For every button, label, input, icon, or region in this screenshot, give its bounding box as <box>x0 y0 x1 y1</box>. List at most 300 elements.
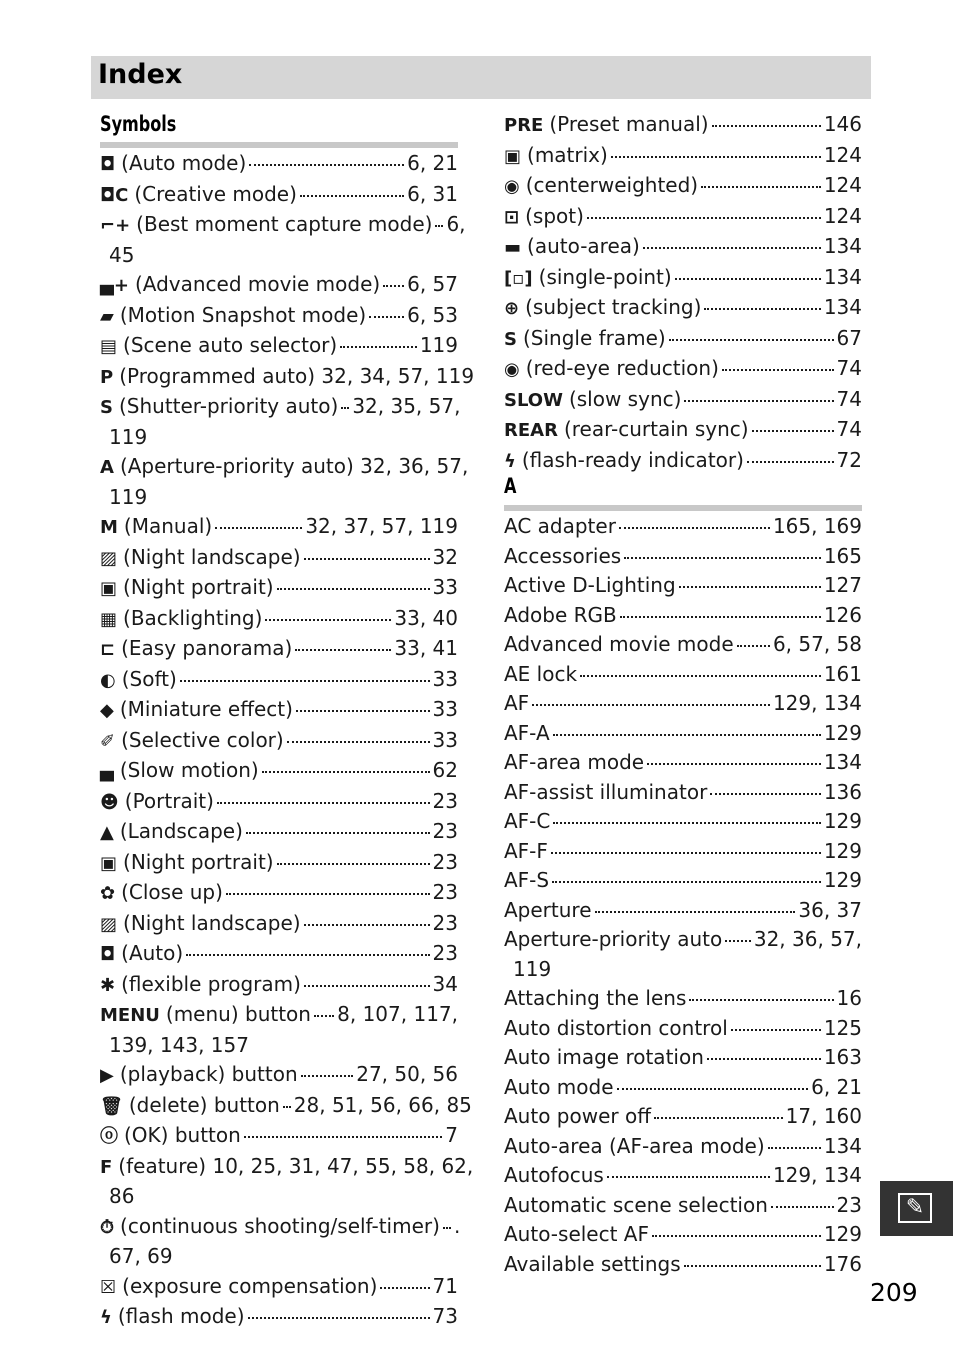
index-entry <box>504 110 862 141</box>
mode-symbol-icon: ◘C <box>100 184 129 206</box>
entry-label <box>504 1102 651 1132</box>
mode-symbol-icon: P <box>100 366 114 388</box>
entry-label <box>100 392 338 423</box>
dot-leader <box>595 910 796 913</box>
index-entry <box>100 1272 458 1303</box>
dot-leader <box>722 368 834 371</box>
dot-leader <box>553 733 821 736</box>
entry-text: (flash mode) <box>117 1304 245 1328</box>
entry-pages[interactable]: 136 <box>823 779 862 804</box>
mode-symbol-icon: S <box>100 397 113 418</box>
entry-label <box>504 807 550 837</box>
entry-pages[interactable]: 129 <box>823 720 862 745</box>
entry-pages[interactable]: 146 <box>823 112 862 136</box>
mode-symbol-icon: ▶ <box>100 1065 114 1086</box>
entry-pages[interactable]: 124 <box>823 173 862 197</box>
entry-label <box>504 1220 649 1250</box>
entry-pages[interactable]: 72 <box>836 447 862 472</box>
dot-leader <box>647 762 821 765</box>
index-entry <box>504 385 862 416</box>
index-entry <box>504 837 862 867</box>
dot-leader <box>340 345 417 348</box>
mode-symbol-icon: MENU <box>100 1005 160 1026</box>
chapter-tab[interactable] <box>880 1181 953 1236</box>
index-entry <box>100 634 458 665</box>
entry-label <box>100 1152 473 1183</box>
index-entry <box>100 573 458 604</box>
entry-pages[interactable]: 23 <box>432 910 458 935</box>
entry-pages[interactable]: 33 <box>432 697 458 721</box>
mode-symbol-icon: ✿ <box>100 883 116 904</box>
entry-text: AF-S <box>504 868 550 892</box>
entry-pages[interactable]: 28, 51, 56, 66, 85 <box>293 1092 472 1117</box>
index-entry <box>100 1091 472 1122</box>
symbols-rule <box>100 142 458 148</box>
index-entry <box>100 939 458 970</box>
entry-pages[interactable]: 126 <box>823 602 862 627</box>
index-entry <box>504 354 862 385</box>
dot-leader <box>617 1087 809 1090</box>
dot-leader <box>684 399 833 402</box>
entry-label <box>100 665 177 696</box>
entry-label <box>100 970 301 1001</box>
entry-pages[interactable]: 32, 35, 57, <box>352 394 461 418</box>
entry-text: (red-eye reduction) <box>525 356 719 380</box>
entry-text: (Night landscape) <box>123 544 301 569</box>
entry-text: (flash-ready indicator) <box>521 447 744 472</box>
dot-leader <box>652 1234 821 1237</box>
mode-symbol-icon: ◉ <box>504 176 520 197</box>
index-entry <box>100 726 458 757</box>
dot-leader <box>710 792 821 795</box>
mode-symbol-icon: ▨ <box>100 913 118 935</box>
entry-label <box>504 324 666 355</box>
entry-text: (Close up) <box>121 880 223 904</box>
entry-pages[interactable]: 34 <box>432 971 458 996</box>
entry-pages[interactable]: 129 <box>823 838 862 863</box>
entry-label <box>504 263 672 294</box>
entry-text: AE lock <box>504 661 578 686</box>
entry-pages[interactable]: 7 <box>445 1123 458 1147</box>
entry-label <box>504 1073 614 1103</box>
entry-continuation[interactable]: 45 <box>109 242 135 267</box>
mode-symbol-icon: ▣ <box>100 852 118 874</box>
entry-text: AF-assist illuminator <box>504 779 708 804</box>
entry-text: Aperture <box>504 897 592 922</box>
index-entry <box>504 141 862 172</box>
mode-symbol-icon: ☒ <box>100 1276 117 1298</box>
entry-label <box>504 689 529 719</box>
entry-pages[interactable]: 125 <box>823 1015 862 1040</box>
dot-leader <box>383 284 404 287</box>
entry-pages[interactable]: 176 <box>823 1251 862 1276</box>
dot-leader <box>624 556 821 559</box>
entry-text: (exposure compensation) <box>122 1273 378 1298</box>
dot-leader <box>180 679 430 682</box>
entry-label <box>100 1272 377 1303</box>
index-entry <box>504 446 862 477</box>
mode-symbol-icon: ⌐+ <box>100 215 131 236</box>
index-entry <box>504 925 862 984</box>
entry-text: (flexible program) <box>121 971 301 996</box>
entry-text: (Preset manual) <box>549 112 709 136</box>
dot-leader <box>262 770 430 773</box>
entry-label <box>100 331 337 362</box>
entry-label <box>504 1014 728 1044</box>
mode-symbol-icon: ϟ <box>504 450 516 472</box>
mode-symbol-icon: A <box>100 457 114 478</box>
index-entry <box>504 171 862 202</box>
entry-text: (Advanced movie mode) <box>134 272 381 296</box>
entry-label <box>504 660 577 690</box>
entry-pages[interactable]: . <box>453 1213 461 1238</box>
dot-leader <box>435 224 443 227</box>
index-entry <box>504 778 862 808</box>
entry-label <box>504 778 707 808</box>
dot-leader <box>553 821 820 824</box>
dot-leader <box>296 709 430 712</box>
entry-label <box>100 695 293 726</box>
entry-continuation[interactable]: 67, 69 <box>109 1244 173 1268</box>
mode-symbol-icon: ⊕ <box>504 298 520 319</box>
entry-text: (centerweighted) <box>525 173 699 197</box>
entry-label <box>100 878 223 909</box>
index-entry <box>504 660 862 690</box>
entry-pages[interactable]: 17, 160 <box>785 1104 862 1128</box>
entry-text: Auto-select AF <box>504 1222 649 1246</box>
index-entry <box>100 878 458 909</box>
index-entry <box>100 695 458 726</box>
dot-leader <box>747 460 834 463</box>
entry-label <box>100 1091 280 1122</box>
entry-pages[interactable]: 32 <box>432 544 458 569</box>
index-entry <box>504 293 862 324</box>
entry-text: (Creative mode) <box>134 181 297 206</box>
entry-text: (continuous shooting/self-timer) <box>120 1213 440 1238</box>
dot-leader <box>249 163 404 166</box>
mode-symbol-icon: ⓞ <box>100 1126 118 1147</box>
index-entry <box>100 787 458 818</box>
entry-continuation[interactable]: 139, 143, 157 <box>109 1032 249 1057</box>
dot-leader <box>707 1057 821 1060</box>
entry-pages[interactable]: 32, 37, 57, 119 <box>305 514 458 538</box>
index-entry <box>100 665 458 696</box>
entry-text: (single-point) <box>538 264 672 289</box>
index-entry <box>504 748 862 778</box>
entry-label <box>100 512 212 543</box>
symbols-column-continued <box>504 110 862 476</box>
dot-leader <box>731 1028 821 1031</box>
entry-pages[interactable]: 62 <box>432 758 458 782</box>
entry-text: (Night portrait) <box>123 849 274 874</box>
dot-leader <box>283 1105 291 1108</box>
entry-continuation[interactable]: 119 <box>513 956 552 981</box>
entry-text: (delete) button <box>128 1092 280 1117</box>
index-entry <box>100 756 458 787</box>
index-entry <box>504 896 862 926</box>
entry-pages[interactable]: 6, 31 <box>407 181 458 206</box>
dot-leader <box>752 429 834 432</box>
entry-label <box>504 925 722 955</box>
mode-symbol-icon: SLOW <box>504 389 563 411</box>
entry-pages[interactable]: 129 <box>823 868 862 892</box>
page-title: Index <box>98 59 183 90</box>
entry-label <box>504 984 686 1014</box>
entry-label <box>100 1000 311 1031</box>
entry-text: (Best moment capture mode) <box>136 212 433 236</box>
entry-pages[interactable]: 134 <box>823 264 862 289</box>
dot-leader <box>215 526 302 529</box>
entry-label <box>504 171 698 202</box>
dot-leader <box>771 1205 834 1208</box>
entry-pages[interactable]: 6, 57 <box>407 272 458 296</box>
entry-pages[interactable]: 6, 21 <box>407 151 458 175</box>
entry-label <box>504 385 681 416</box>
entry-label <box>504 232 640 263</box>
entry-text: (OK) button <box>124 1123 241 1147</box>
mode-symbol-icon: 🗑 <box>100 1095 123 1117</box>
dot-leader <box>737 644 770 647</box>
entry-label <box>504 1043 704 1073</box>
entry-text: Active D-Lighting <box>504 573 676 597</box>
entry-pages[interactable]: 74 <box>836 356 862 380</box>
dot-leader <box>620 615 821 618</box>
entry-label <box>504 415 749 446</box>
index-entry <box>100 848 458 879</box>
dot-leader <box>244 1135 442 1138</box>
symbols-column <box>100 149 475 1333</box>
entry-label <box>100 573 274 604</box>
entry-label <box>504 571 676 601</box>
entry-text: Automatic scene selection <box>504 1192 768 1217</box>
entry-pages[interactable]: 33, 41 <box>394 636 458 660</box>
entry-pages[interactable]: 23 <box>432 880 458 904</box>
index-entry <box>504 1102 862 1132</box>
entry-pages[interactable]: 36, 37 <box>798 897 862 922</box>
entry-label <box>100 362 474 393</box>
entry-pages[interactable]: 124 <box>823 203 862 228</box>
mode-symbol-icon: M <box>100 517 118 538</box>
entry-text: (Aperture-priority auto) 32, 36, 57, <box>119 454 469 478</box>
entry-text: (Night portrait) <box>123 575 274 599</box>
mode-symbol-icon: S <box>504 328 517 350</box>
entry-continuation[interactable]: 86 <box>109 1184 135 1208</box>
dot-leader <box>768 1146 821 1149</box>
dot-leader <box>369 315 404 318</box>
entry-text: (Shutter-priority auto) <box>118 394 339 418</box>
index-entry <box>504 571 862 601</box>
entry-text: (Manual) <box>123 514 213 538</box>
mode-symbol-icon: ▄+ <box>100 275 129 296</box>
entry-pages[interactable]: 6, 21 <box>811 1074 862 1099</box>
entry-text: (Soft) <box>121 666 177 691</box>
entry-label <box>100 756 259 787</box>
entry-label <box>100 939 183 970</box>
entry-label <box>504 1191 768 1221</box>
dot-leader <box>304 923 430 926</box>
mode-symbol-icon: ▰ <box>100 305 114 327</box>
entry-label <box>504 1161 604 1191</box>
entry-text: AF-area mode <box>504 750 645 774</box>
dot-leader <box>304 557 430 560</box>
entry-text: (menu) button <box>165 1002 311 1026</box>
entry-text: AF <box>504 691 530 715</box>
entry-pages[interactable]: 33 <box>432 727 458 752</box>
dot-leader <box>580 674 821 677</box>
entry-continuation[interactable]: 119 <box>109 424 148 449</box>
index-entry <box>100 909 458 940</box>
entry-pages[interactable]: 23 <box>432 819 458 843</box>
entry-text: (Selective color) <box>121 727 284 752</box>
index-entry <box>100 1212 461 1272</box>
index-entry <box>100 301 458 332</box>
entry-pages[interactable]: 16 <box>836 986 862 1010</box>
entry-text: (Motion Snapshot mode) <box>119 302 367 327</box>
entry-pages[interactable]: 165 <box>823 543 862 568</box>
entry-pages[interactable]: 129 <box>823 809 862 833</box>
entry-pages[interactable]: 23 <box>836 1192 862 1217</box>
entry-pages[interactable]: 33 <box>432 666 458 691</box>
entry-pages[interactable]: 74 <box>836 417 862 441</box>
entry-text: (Auto) <box>121 941 184 965</box>
index-entry <box>504 324 862 355</box>
index-entry <box>100 362 475 393</box>
mode-symbol-icon: [▫] <box>504 267 533 289</box>
entry-label <box>504 748 644 778</box>
entry-label <box>100 452 468 483</box>
entry-pages[interactable]: 74 <box>836 386 862 411</box>
entry-continuation[interactable]: 119 <box>109 484 148 509</box>
index-entry <box>100 1302 458 1333</box>
dot-leader <box>701 185 821 188</box>
entry-pages[interactable]: 32, 36, 57, <box>753 927 862 951</box>
entry-text: (Scene auto selector) <box>123 333 338 357</box>
entry-label <box>504 354 719 385</box>
entry-label <box>504 1132 765 1162</box>
mode-symbol-icon: ⊏ <box>100 639 116 660</box>
entry-pages[interactable]: 8, 107, 117, <box>337 1002 458 1026</box>
entry-pages[interactable]: 27, 50, 56 <box>356 1062 458 1086</box>
entry-text: Auto power off <box>504 1104 651 1128</box>
entry-pages[interactable]: 165, 169 <box>772 514 862 538</box>
mode-symbol-icon: ✐ <box>100 730 116 752</box>
index-entry <box>100 1060 458 1091</box>
dot-leader <box>341 406 349 409</box>
entry-pages[interactable]: 129, 134 <box>772 1163 862 1187</box>
dot-leader <box>314 1014 334 1017</box>
entry-label <box>504 896 592 926</box>
mode-symbol-icon: ▬ <box>504 237 522 258</box>
entry-pages[interactable]: 6, 57, 58 <box>772 632 862 656</box>
entry-text: (matrix) <box>527 142 608 167</box>
index-entry <box>100 331 458 362</box>
entry-text: (Programmed auto) 32, 34, 57, 119 <box>119 363 475 388</box>
index-entry <box>100 543 458 574</box>
entry-pages[interactable]: 134 <box>823 750 862 774</box>
entry-pages[interactable]: 134 <box>823 295 862 319</box>
entry-pages[interactable]: 119 <box>419 333 458 357</box>
mode-symbol-icon: F <box>100 1156 113 1178</box>
entry-label <box>100 634 292 665</box>
entry-pages[interactable]: 124 <box>823 142 862 167</box>
dot-leader <box>380 1286 429 1289</box>
entry-pages[interactable]: 67 <box>836 325 862 350</box>
entry-text: (Easy panorama) <box>121 636 293 660</box>
entry-pages[interactable]: 134 <box>823 1133 862 1158</box>
mode-symbol-icon: ▤ <box>100 336 118 357</box>
entry-label <box>100 604 262 635</box>
entry-pages[interactable]: 73 <box>432 1304 458 1328</box>
entry-pages[interactable]: 129 <box>823 1222 862 1246</box>
entry-label <box>100 909 301 940</box>
dot-leader <box>551 851 821 854</box>
index-entry <box>504 984 862 1014</box>
entry-label <box>100 543 301 574</box>
entry-label <box>504 630 734 660</box>
entry-text: Auto-area (AF-area mode) <box>504 1133 765 1158</box>
dot-leader <box>246 831 430 834</box>
entry-pages[interactable]: 6, 53 <box>407 302 458 327</box>
entry-text: Auto mode <box>504 1074 614 1099</box>
index-entry <box>504 263 862 294</box>
entry-pages[interactable]: 127 <box>823 573 862 597</box>
entry-text: (Slow motion) <box>119 758 259 782</box>
index-entry <box>100 970 458 1001</box>
section-a-rule <box>504 505 862 511</box>
entry-text: (slow sync) <box>568 386 682 411</box>
entry-pages[interactable]: 23 <box>432 941 458 965</box>
entry-text: Advanced movie mode <box>504 632 734 656</box>
index-entry <box>100 512 458 543</box>
entry-pages[interactable]: 33, 40 <box>394 605 458 630</box>
entry-text: (Landscape) <box>119 819 243 843</box>
entry-pages[interactable]: 163 <box>823 1045 862 1069</box>
entry-pages[interactable]: 23 <box>432 849 458 874</box>
mode-symbol-icon: ▦ <box>100 608 118 630</box>
entry-text: (playback) button <box>119 1062 298 1086</box>
entry-pages[interactable]: 161 <box>823 661 862 686</box>
index-entry <box>504 1191 862 1221</box>
entry-label <box>504 202 584 233</box>
index-entry <box>100 1000 458 1060</box>
entry-text: Aperture-priority auto <box>504 927 723 951</box>
entry-pages[interactable]: 129, 134 <box>772 691 862 715</box>
entry-pages[interactable]: 71 <box>432 1273 458 1298</box>
entry-text: (feature) 10, 25, 31, 47, 55, 58, 62, <box>118 1153 474 1178</box>
dot-leader <box>295 648 391 651</box>
entry-label <box>100 210 432 241</box>
entry-label <box>504 542 621 572</box>
entry-label <box>504 1250 681 1280</box>
mode-symbol-icon: ▄ <box>100 761 114 782</box>
entry-label <box>504 512 616 542</box>
index-title-bar <box>91 56 871 99</box>
symbols-heading: Symbols <box>100 112 177 136</box>
index-entry <box>100 270 458 301</box>
mode-symbol-icon: ◘ <box>100 944 116 965</box>
mode-symbol-icon: ☻ <box>100 791 119 813</box>
entry-pages[interactable]: 23 <box>432 788 458 813</box>
entry-pages[interactable]: 33 <box>432 575 458 599</box>
entry-pages[interactable]: 6, <box>446 212 466 236</box>
entry-pages[interactable]: 134 <box>823 234 862 258</box>
entry-text: (Portrait) <box>124 788 214 813</box>
mode-symbol-icon: ▲ <box>100 822 114 843</box>
dot-leader <box>684 1264 821 1267</box>
mode-symbol-icon: ◘ <box>100 154 116 175</box>
dot-leader <box>287 740 430 743</box>
entry-text: (Backlighting) <box>123 605 263 630</box>
